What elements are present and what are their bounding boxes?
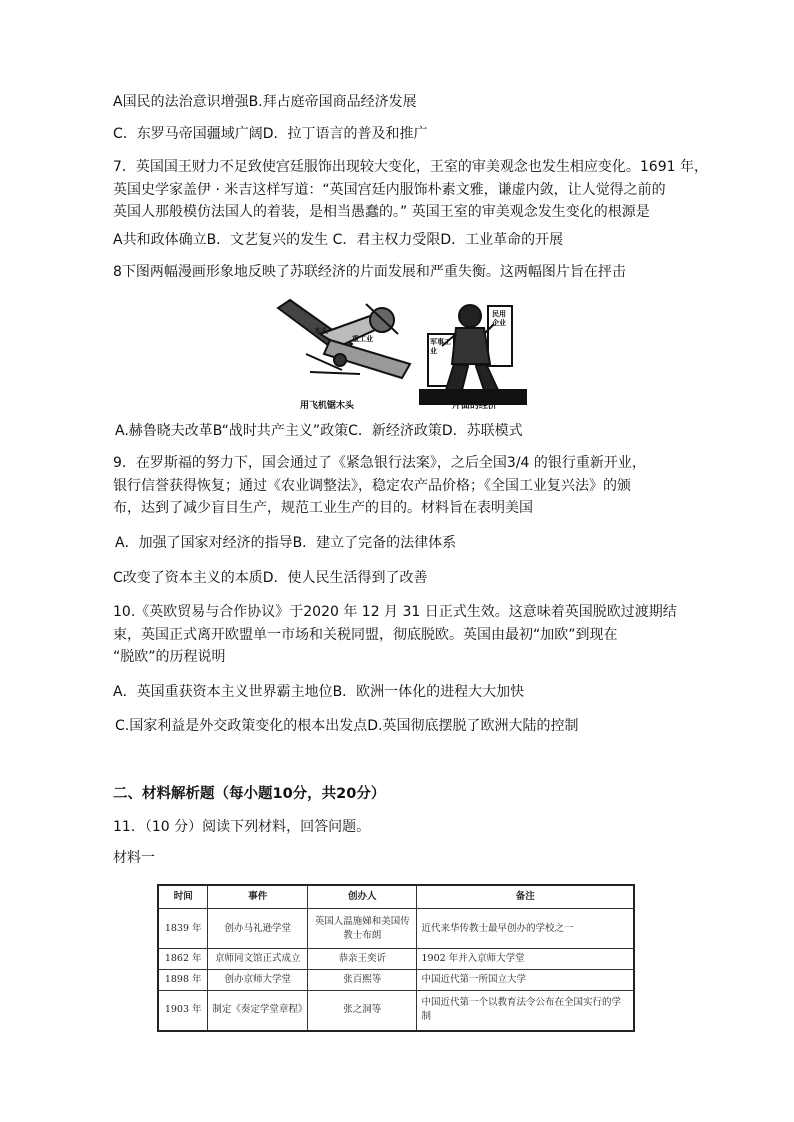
- q11-stem: 11．（10 分）阅读下列材料，回答问题。: [113, 819, 371, 835]
- cell-event: 制定《奏定学堂章程》: [208, 991, 308, 1031]
- q10-stem-line2: 束，英国正式离开欧盟单一市场和关税同盟，彻底脱欧。英国由最初“加欧”到现在: [113, 627, 618, 643]
- table-row: [158, 991, 634, 1031]
- left-cartoon-label-industry: 重工业: [352, 335, 373, 343]
- cell-time: 1898 年: [158, 970, 208, 991]
- q7-stem-line3: 英国人那般模仿法国人的着装，是相当愚蠢的。” 英国王室的审美观念发生变化的根源是: [113, 204, 650, 220]
- header-note: 备注: [417, 885, 634, 909]
- cell-founder: 张之洞等: [308, 991, 417, 1031]
- cell-time: 1839 年: [158, 909, 208, 949]
- table-header-row: [158, 885, 634, 909]
- section-2-heading: 二、材料解析题（每小题10分，共20分）: [113, 786, 386, 802]
- q10-stem-line3: “脱欧”的历程说明: [113, 649, 226, 665]
- q9-stem-line2: 银行信誉获得恢复；通过《农业调整法》，稳定农产品价格；《全国工业复兴法》的颁: [113, 478, 631, 494]
- q7-options: A共和政体确立B．文艺复兴的发生 C．君主权力受限D．工业革命的开展: [113, 232, 564, 248]
- header-event: 事件: [208, 885, 308, 909]
- cell-time: 1862 年: [158, 949, 208, 970]
- cell-founder: 恭亲王奕䜣: [308, 949, 417, 970]
- cell-founder: 英国人温施娣和美国传教士布朗: [308, 909, 417, 949]
- q6-options-ab: A国民的法治意识增强B.拜占庭帝国商品经济发展: [113, 94, 417, 110]
- right-cartoon-label-military: 军事工业: [430, 338, 451, 355]
- left-cartoon-label-wood: 木头: [314, 327, 328, 335]
- cell-note: 中国近代第一所国立大学: [417, 970, 634, 991]
- q10-stem-line1: 10.《英欧贸易与合作协议》于2020 年 12 月 31 日正式生效。这意味着英国脱欧过渡期结: [113, 604, 677, 620]
- table-row: [158, 909, 634, 949]
- cell-founder: 张百熙等: [308, 970, 417, 991]
- cell-event: 创办马礼逊学堂: [208, 909, 308, 949]
- header-founder: 创办人: [308, 885, 417, 909]
- q9-options-cd: C改变了资本主义的本质D．使人民生活得到了改善: [113, 570, 428, 586]
- q9-options-ab: A．加强了国家对经济的指导B．建立了完备的法律体系: [115, 535, 457, 551]
- q9-stem-line1: 9．在罗斯福的努力下，国会通过了《紧急银行法案》，之后全国3/4 的银行重新开业，: [113, 455, 646, 471]
- right-cartoon-caption: 片面的经济: [452, 401, 498, 411]
- soviet-economy-cartoons: [270, 294, 530, 412]
- cell-time: 1903 年: [158, 991, 208, 1031]
- q8-options: A.赫鲁晓夫改革B“战时共产主义”政策C．新经济政策D．苏联模式: [115, 423, 523, 439]
- q10-options-cd: C.国家利益是外交政策变化的根本出发点D.英国彻底摆脱了欧洲大陆的控制: [115, 718, 579, 734]
- q6-options-cd: C．东罗马帝国疆域广阔D．拉丁语言的普及和推广: [113, 126, 428, 142]
- cell-event: 京师同文馆正式成立: [208, 949, 308, 970]
- table-row: [158, 970, 634, 991]
- cartoon-illustration: [270, 294, 530, 412]
- right-cartoon-label-civil: 民用企业: [492, 310, 506, 327]
- cell-event: 创办京师大学堂: [208, 970, 308, 991]
- q7-stem-line1: 7．英国国王财力不足致使宫廷服饰出现较大变化，王室的审美观念也发生相应变化。1691 年，: [113, 159, 708, 175]
- table-row: [158, 949, 634, 970]
- cell-note: 近代来华传教士最早创办的学校之一: [417, 909, 634, 949]
- left-cartoon-caption: 用飞机锯木头: [300, 401, 355, 411]
- cell-note: 中国近代第一个以教育法令公布在全国实行的学制: [417, 991, 634, 1031]
- q10-options-ab: A．英国重获资本主义世界霸主地位B．欧洲一体化的进程大大加快: [113, 684, 525, 700]
- q8-stem: 8下图两幅漫画形象地反映了苏联经济的片面发展和严重失衡。这两幅图片旨在抨击: [113, 264, 626, 280]
- material-1-label: 材料一: [113, 850, 155, 866]
- header-time: 时间: [158, 885, 208, 909]
- q9-stem-line3: 布，达到了减少盲目生产，规范工业生产的目的。材料旨在表明美国: [113, 500, 533, 516]
- material-1-table: [157, 884, 635, 1032]
- cell-note: 1902 年并入京师大学堂: [417, 949, 634, 970]
- q7-stem-line2: 英国史学家盖伊 · 米吉这样写道：“英国宫廷内服饰朴素文雅，谦虚内敛，让人觉得之前的: [113, 182, 666, 198]
